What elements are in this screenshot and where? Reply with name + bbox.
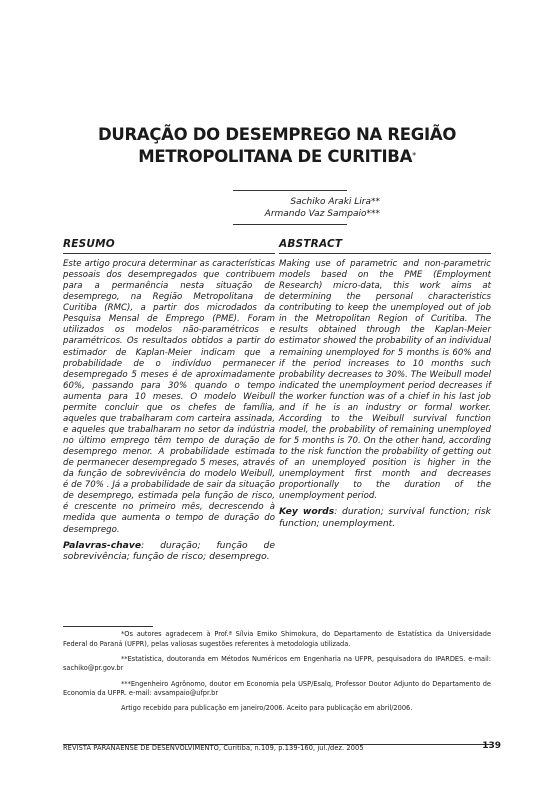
footnote-rule <box>63 626 153 627</box>
resumo-text: Este artigo procura determinar as características pessoais dos desempregados que contribuem para a permanência nesta situação de desemprego, na Região Metropolitana de Curitiba (RMC), a partir dos microdados da Pesquisa Mensal de Emprego (PME). Foram utilizados os modelos não-paramétricos e paramétricos. Os resultados obtidos a partir do estimador de Kaplan-Meier indicam que a probabilidade de o indivíduo permanecer desempregado 5 meses é de aproximadamente 60%, passando para 30% quando o tempo aumenta para 10 meses. O modelo Weibull permite concluir que os chefes de família, aqueles que trabalharam com carteira assinada, e aqueles que trabalharam no setor da indústria no último emprego têm tempo de duração de desemprego menor. A probabilidade estimada de permanecer desempregado 5 meses, através da função de sobrevivência do modelo Weibull, é de 70% . Já a probabilidade de sair da situação de desemprego, estimada pela função de risco, é crescente no primeiro mês, decrescendo à medida que aumenta o tempo de duração do desemprego. <box>63 259 275 535</box>
abstract-keywords-label: Key words <box>279 506 335 518</box>
resumo-heading: RESUMO <box>63 238 115 250</box>
authors-top-rule <box>233 190 347 191</box>
resumo-keywords-label: Palavras-chave <box>63 539 142 551</box>
abstract-keywords-text: : duration; survival function; risk function; unemployment. <box>279 506 491 529</box>
abstract-keywords <box>279 506 491 529</box>
resumo-heading-rule <box>63 253 275 254</box>
resumo-keywords-text: : duração; função de sobrevivência; função de risco; desemprego. <box>63 539 275 563</box>
page-number: 139 <box>482 741 501 751</box>
title-line-1: DURAÇÃO DO DESEMPREGO NA REGIÃO <box>97 125 457 144</box>
abstract-text: Making use of parametric and non-parametric models based on the PME (Employment Research) micro-data, this work aims at determining the personal characteristics contributing to keep the unemployed out of job in the Metropolitan Region of Curitiba. The results obtained through the Kaplan-Meier estimator showed the probability of an individual remaining unemployed for 5 months is 60% and if the period increases to 10 months such probability decreases to 30%. The Weibull model indicated the unemployment period decreases if the worker function was of a chief in his last job and if he is an industry or formal worker. According to the Weibull survival function model, the probability of remaining unemployed for 5 months is 70. On the other hand, according to the risk function the probability of getting out of an unemployed position is higher in the unemployment first month and decreases proportionally to the duration of the unemployment period. <box>279 259 491 502</box>
abstract-heading-rule <box>279 253 491 254</box>
footnotes <box>63 630 491 720</box>
title-footnote-mark: * <box>412 151 416 160</box>
title-line-2-text: METROPOLITANA DE CURITIBA <box>138 147 413 166</box>
article-title <box>60 124 494 168</box>
footnote-acknowledgement: *Os autores agradecem à Prof.ª Sílvia Emiko Shimokura, do Departamento de Estatística da Universidade Federal do Paraná (UFPR), pelas valiosas sugestões referentes à metodologia utilizada. <box>63 630 491 648</box>
footnote-author-1: **Estatística, doutoranda em Métodos Numéricos em Engenharia na UFPR, pesquisadora do IPARDES. e-mail: sachiko@pr.gov.br <box>63 654 491 673</box>
title-line-2 <box>60 146 494 168</box>
abstract-column <box>279 238 491 529</box>
resumo-column <box>63 238 275 563</box>
author-2: Armando Vaz Sampaio*** <box>264 209 380 219</box>
authors-bottom-rule <box>233 224 347 225</box>
author-1: Sachiko Araki Lira** <box>290 197 380 207</box>
author-list <box>180 196 380 220</box>
resumo-keywords <box>63 540 275 563</box>
journal-citation: REVISTA PARANAENSE DE DESENVOLVIMENTO, Curitiba, n.109, p.139-160, jul./dez. 2005 <box>63 744 364 752</box>
footnote-received: Artigo recebido para publicação em janeiro/2006. Aceito para publicação em abril/2006. <box>121 704 413 713</box>
footnote-author-2: ***Engenheiro Agrônomo, doutor em Economia pela USP/Esalq, Professor Doutor Adjunto do Departamento de Economia da UFPR. e-mail: avsampaio@ufpr.br <box>63 679 491 698</box>
abstract-heading: ABSTRACT <box>279 238 343 250</box>
